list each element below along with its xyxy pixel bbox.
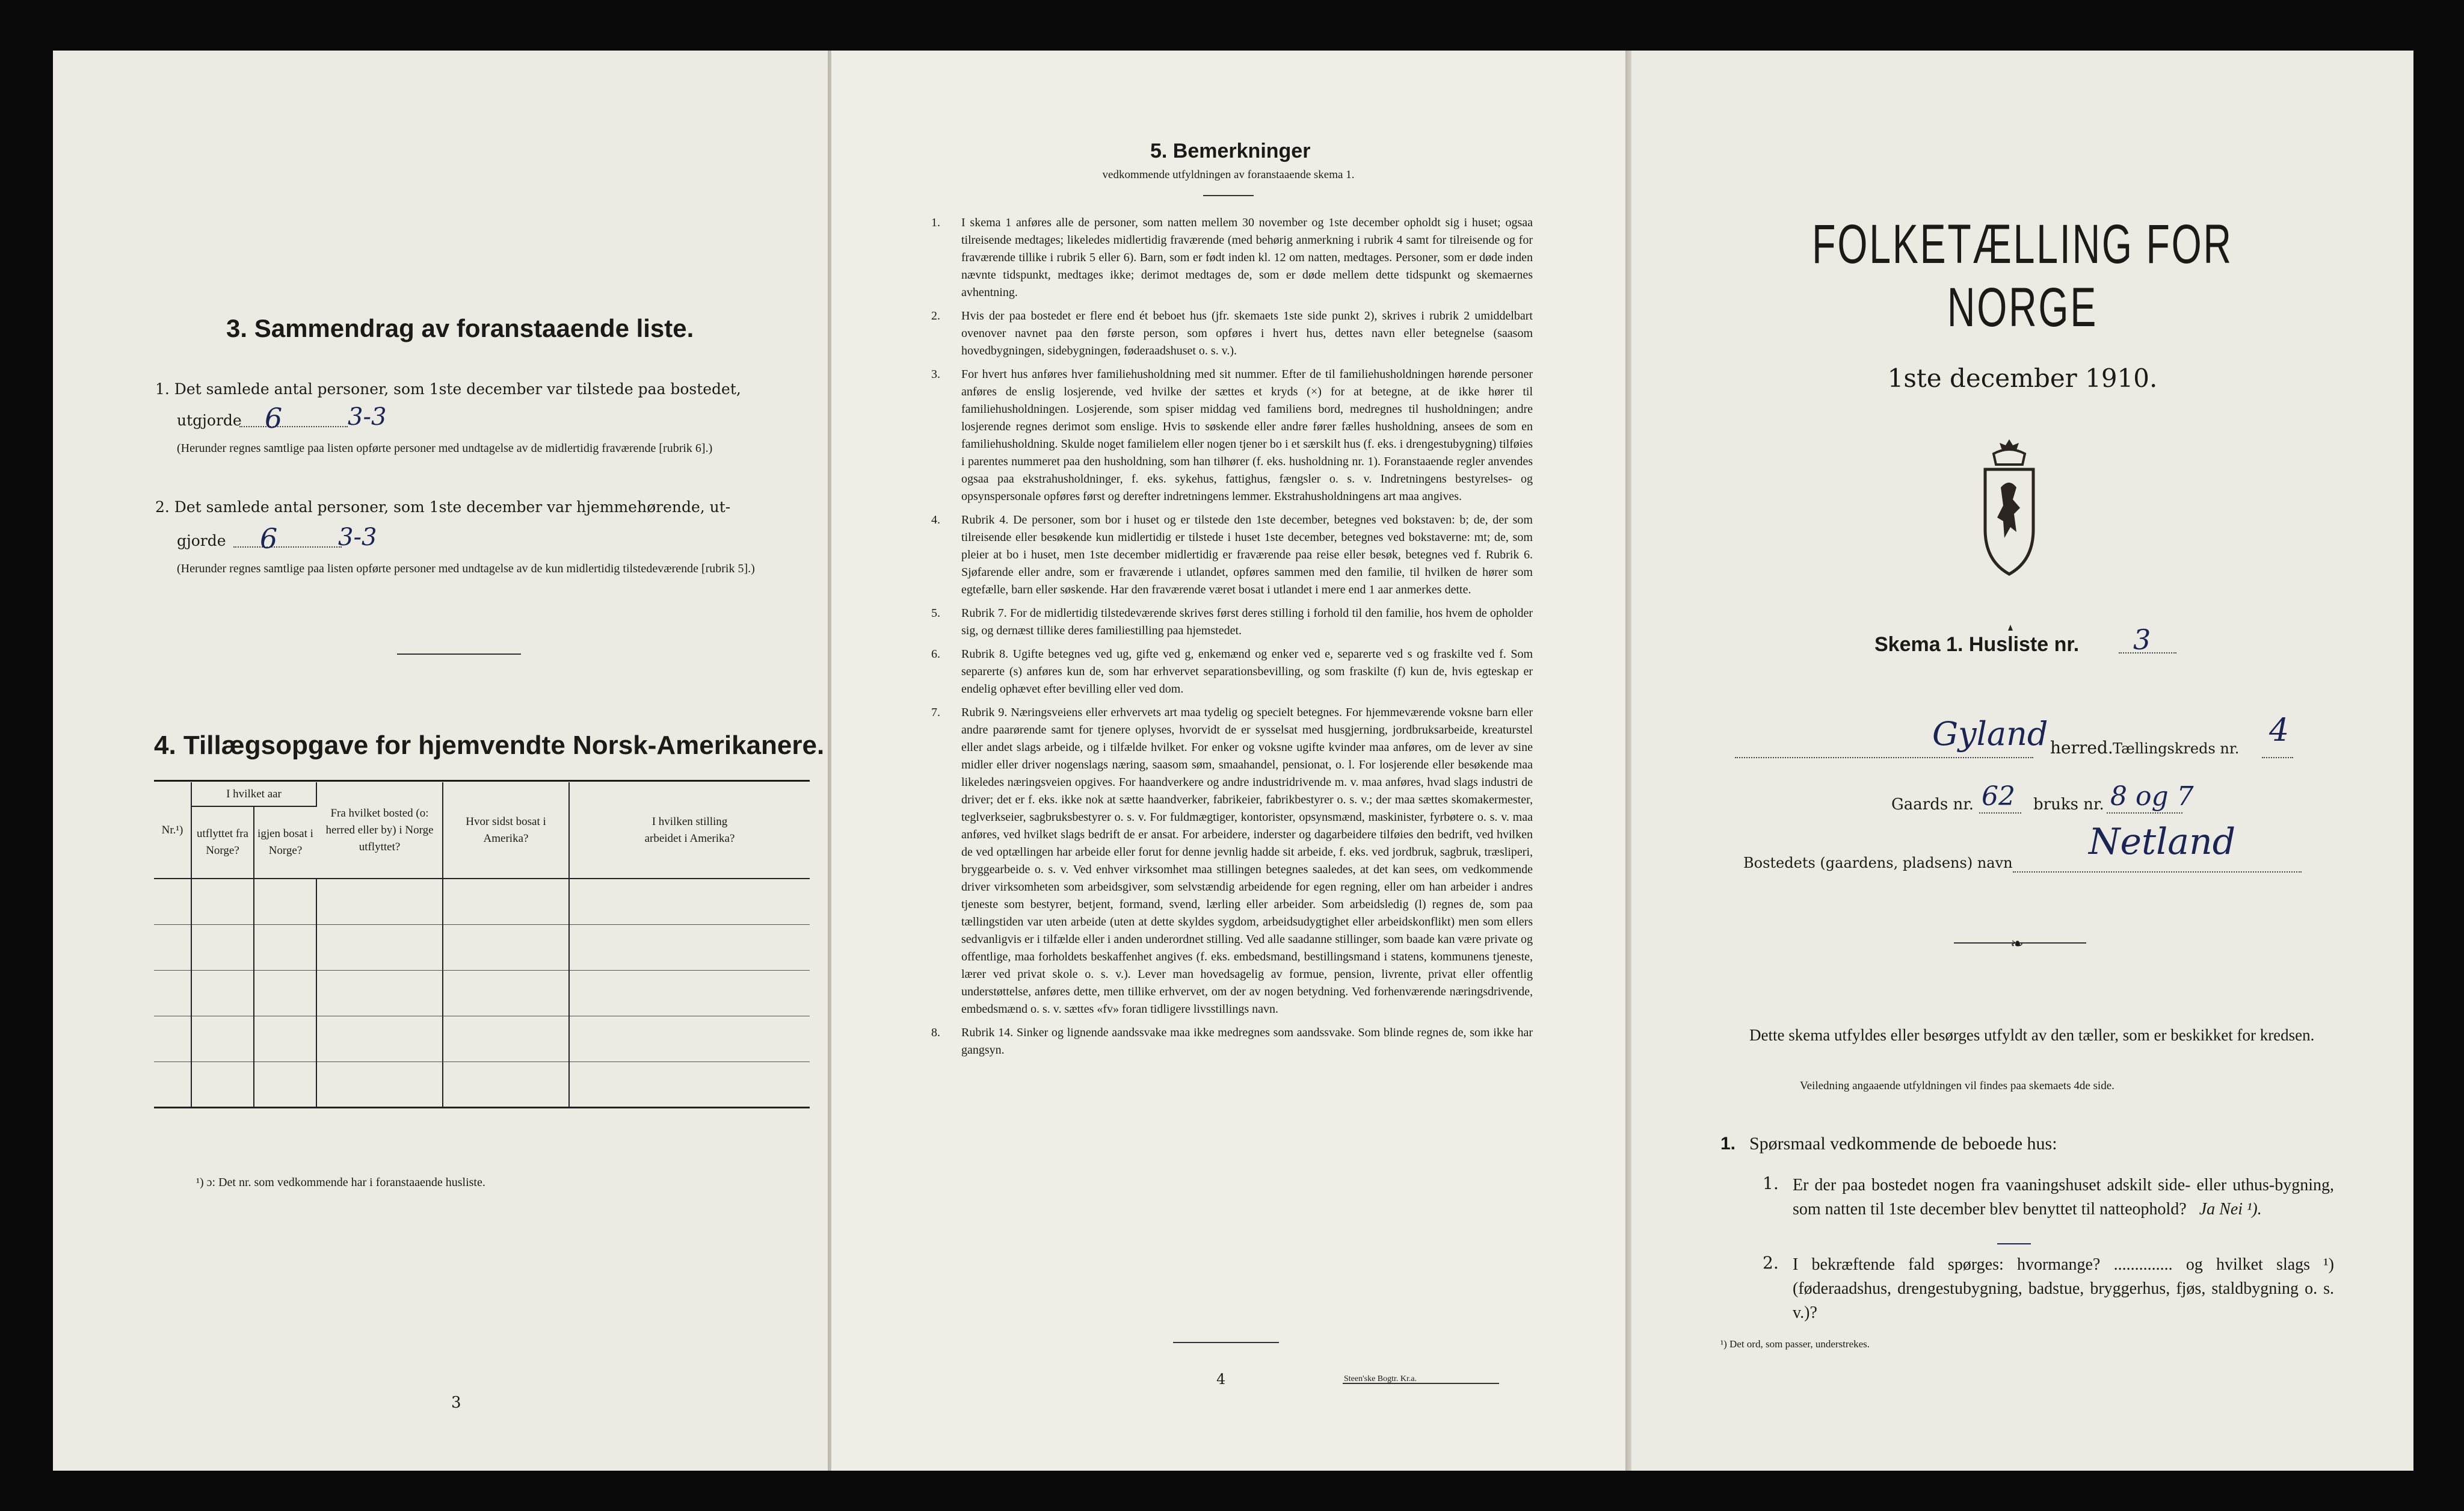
remark-text: Rubrik 8. Ugifte betegnes ved ug, gifte ved g, enkemænd og enker ved e, separerte ved s og fraskilte ved f. Som separerte (s) anføres kun de, som har erhvervet separationsbevilling, og som fraskilte (f) kun de, hvis egteskap er endelig ophævet efter bevilling eller ved dom.	[961, 647, 1533, 696]
q2-text: I bekræftende fald spørges: hvormange? .............. og hvilket slags ¹) (føderaadshus, drengestubygning, badstue, bryggerhus, fjøs, staldbygning o. s. v.)?	[1793, 1255, 2334, 1322]
remark-number: 4.	[931, 513, 940, 527]
table-footnote: ¹) ɔ: Det nr. som vedkommende har i foranstaaende husliste.	[196, 1176, 485, 1189]
table-row	[154, 1016, 810, 1061]
nei-underline	[1997, 1243, 2031, 1244]
col-year-group: I hvilket aar	[191, 782, 316, 806]
divider	[397, 654, 521, 655]
q1-note: (Herunder regnes samtlige paa listen opførte personer med undtagelse av de midlertidig fraværende [rubrik 6].)	[177, 442, 713, 455]
remark-item	[931, 1024, 1533, 1059]
left-page	[53, 51, 829, 1471]
q1-options: Ja Nei ¹).	[2199, 1200, 2262, 1219]
form-title: FOLKETÆLLING FOR NORGE	[1812, 214, 2233, 338]
table-top-rule	[154, 780, 810, 782]
ornament-icon: ❧	[2010, 935, 2024, 953]
norsk-amerikanere-table	[154, 782, 810, 1108]
skema-label: Skema 1. Husliste nr.	[1874, 633, 2080, 656]
form-date: 1ste december 1910.	[1887, 363, 2158, 393]
table-row	[154, 924, 810, 970]
remark-text: I skema 1 anføres alle de personer, som natten mellem 30 november og 1ste december opholdt sig i huset; ogsaa tilreisende medtages; likeledes midlertidig fraværende (med behørig anmerkning i rubrik 4 samt for tilreisende og for fraværende tillike i rubrik 5 eller 6). Barn, som er født inden kl. 12 om natten, medtages. Personer, som er døde inden nævnte tidspunkt, medtages ikke; derimot medtages de, som er døde mellem dette tidspunkt og skemaernes avhentning.	[961, 216, 1533, 299]
questions-num: 1.	[1720, 1134, 1736, 1154]
kreds-line	[2262, 757, 2293, 758]
q1-split: 3-3	[348, 403, 387, 431]
q1-prefix: utgjorde	[177, 412, 242, 429]
bosted-value: Netland	[2089, 821, 2236, 863]
q1-question: Er der paa bostedet nogen fra vaaningshuset adskilt side- eller uthus-bygning, som natten til 1ste december blev benyttet til natteophold?	[1793, 1176, 2334, 1219]
husliste-nr: 3	[2133, 623, 2151, 656]
bruk-line	[2107, 812, 2182, 814]
kreds-value: 4	[2269, 712, 2290, 749]
remark-item	[931, 307, 1533, 360]
remark-number: 5.	[931, 607, 940, 620]
col-back: igjen bosat i Norge?	[254, 806, 316, 879]
section-3-title: 3. Sammendrag av foranstaaende liste.	[226, 314, 694, 342]
page-number: 4	[1216, 1371, 1226, 1388]
bosted-line	[2013, 871, 2302, 873]
kreds-label: Tællingskreds nr.	[2113, 740, 2240, 757]
remark-item	[931, 704, 1533, 1018]
herred-line	[1735, 757, 2033, 758]
norwegian-coat-of-arms-icon	[1972, 436, 2047, 634]
divider	[1173, 1342, 1279, 1343]
divider	[1203, 195, 1254, 196]
bruk-label: bruks nr.	[2033, 796, 2104, 814]
middle-page	[831, 51, 1625, 1471]
col-out: utflyttet fra Norge?	[191, 806, 254, 879]
remark-text: Rubrik 4. De personer, som bor i huset og er tilstede den 1ste december, betegnes ved bokstaven: b; de, der som tilreisende eller besøkende kun midlertidig er tilstede i huset 1ste december, betegnes ved bokstaverne: mt; de, som pleier at bo i huset, men 1ste december midlertidig er fraværende paa reise eller besøk, betegnes ved f. Rubrik 6. Sjøfarende eller andre, som er fraværende i utlandet, opføres sammen med den familie, til hvilken de hører som egtefælle, barn eller søskende. Har den fraværende været bosat i utlandet i mere end 1 aar anmerkes dette.	[961, 513, 1533, 596]
remarks-list	[931, 214, 1533, 1065]
remark-number: 3.	[931, 368, 940, 381]
col-last: Hvor sidst bosat i Amerika?	[443, 782, 569, 879]
remark-item	[931, 511, 1533, 599]
section-4-title: 4. Tillægsopgave for hjemvendte Norsk-Amerikanere.	[154, 731, 825, 760]
questions-title: Spørsmaal vedkommende de beboede hus:	[1749, 1134, 2057, 1154]
bruk-value: 8 og 7	[2110, 781, 2194, 812]
remark-text: Hvis der paa bostedet er flere end ét beboet hus (jfr. skemaets 1ste side punkt 2), skrives i rubrik 2 umiddelbart ovenover navnet paa den første person, som opføres i hvert hus, dettes navn eller betegnelse (saasom hovedbygningen, sidebygningen, føderaadshuset o. s. v.).	[961, 309, 1533, 357]
herred-value: Gyland	[1932, 715, 2048, 753]
q2-value: 6	[260, 522, 278, 555]
q2-line	[233, 546, 342, 548]
remark-item	[931, 646, 1533, 698]
remark-number: 7.	[931, 706, 940, 719]
gaard-label: Gaards nr.	[1891, 796, 1974, 814]
q1-value: 6	[265, 402, 283, 434]
table-row	[154, 970, 810, 1016]
col-from: Fra hvilket bosted (o: herred eller by) i Norge utflyttet?	[316, 782, 443, 879]
printer-mark: Steen'ske Bogtr. Kr.a.	[1344, 1374, 1417, 1383]
remark-number: 8.	[931, 1026, 940, 1039]
q2-prefix: gjorde	[177, 532, 226, 549]
q1-text	[1793, 1173, 2334, 1222]
remarks-subtitle: vedkommende utfyldningen av foranstaaende skema 1.	[1102, 168, 1355, 181]
q2-text: 2. Det samlede antal personer, som 1ste december var hjemmehørende, ut-	[155, 498, 731, 516]
table-row	[154, 879, 810, 924]
q2-split: 3-3	[338, 524, 377, 551]
remark-text: Rubrik 14. Sinker og lignende aandssvake maa ikke medregnes som aandssvake. Som blinde regnes de, som ikke har gangsyn.	[961, 1026, 1533, 1057]
gaard-value: 62	[1982, 781, 2015, 812]
remark-item	[931, 214, 1533, 301]
q1-text: 1. Det samlede antal personer, som 1ste december var tilstede paa bostedet,	[155, 380, 741, 398]
q1-num: 1.	[1763, 1173, 1779, 1193]
remark-text: Rubrik 7. For de midlertidig tilstedeværende skrives først deres stilling i forhold til den familie, hos hvem de opholder sig, og dernæst tillike deres familiestilling paa hjemstedet.	[961, 607, 1533, 637]
remark-number: 6.	[931, 647, 940, 661]
remark-number: 2.	[931, 309, 940, 323]
guidance-note: Veiledning angaaende utfyldningen vil findes paa skemaets 4de side.	[1800, 1080, 2114, 1092]
remark-item	[931, 366, 1533, 505]
page-number: 3	[451, 1394, 461, 1412]
col-nr: Nr.¹)	[154, 782, 191, 879]
q2-num: 2.	[1763, 1253, 1779, 1273]
q1-line	[239, 426, 348, 427]
fill-instruction: Dette skema utfyldes eller besørges utfyldt av den tæller, som er beskikket for kredsen.	[1749, 1026, 2315, 1044]
remark-text: For hvert hus anføres hver familiehusholdning med sit nummer. Efter de til familiehusholdningen hørende personer anføres de enslig losjerende, ved hvilke der sættes et kryds (×) for at betegne, at de ikke hører til familiehusholdningen. Losjerende, som spiser middag ved familiens bord, medregnes til husholdningen; andre losjerende regnes derimot som enslige. Hvis to søskende eller andre fører fælles husholdning, ansees de som en familiehusholdning. Skulde noget familielem eller nogen tjener bo i et særskilt hus (f. eks. i drengestubygning) tilføies i parentes nummeret paa den husholdning, som han tilhører (f. eks. husholdning nr. 1). Foranstaaende regler anvendes ogsaa paa ekstrahusholdninger, f. eks. sykehus, fattighus, fængsler o. s. v. Indretningens bestyrelses- og opsynspersonale opføres først og derefter indretningens lemmer. Ekstrahusholdningens art maa angives.	[961, 368, 1533, 503]
remark-text: Rubrik 9. Næringsveiens eller erhvervets art maa tydelig og specielt betegnes. For hjemmeværende voksne barn eller andre paarørende samt for tjenere oplyses, hvorvidt de er sysselsat med husgjerning, jordbruksarbeide, kreaturstel eller andet slags arbeide, og i tilfælde hvilket. For enker og voksne ugifte kvinder maa anføres, om de lever av sine midler eller driver nogenslags næring, saasom søm, smaahandel, pensionat, o. l. For losjerende eller besøkende maa likeledes næringsveien opgives. For haandverkere og andre industridrivende m. v. maa anføres, hvad slags industri de driver; det er f. eks. ikke nok at sætte haandverker, fabrikeier, fabrikbestyrer o. s. v.; der maa sættes skomakermester, teglverkseier, sagbruksbestyrer o. s. v. For fuldmægtiger, kontorister, opsynsmænd, maskinister, fyrbøtere o. s. v. maa anføres, ved hvilket slags bedrift de er ansat. For arbeidere, inderster og dagarbeidere tilføies den bedrift, ved hvilken de ved optællingen har arbeide eller forut for denne jevnlig hadde sit arbeide, f. eks. ved jordbruk, sagbruk, træsliperi, bryggearbeide o. s. v. Ved enhver virksomhet maa stillingen betegnes saaledes, at det kan sees, om vedkommende driver virksomheten som arbeidsgiver, som selvstændig arbeidende for egen regning, eller om han arbeider i andres tjeneste som bestyrer, betjent, formand, svend, lærling eller arbeider. Som arbeidsledig (l) regnes de, som paa tællingstiden var uten arbeide (uten at dette skyldes sygdom, arbeidsudygtighet eller arbeidskonflikt) men som ellers sedvanligvis er i tilfælde eller i anden underordnet stilling. Ved alle saadanne stillinger, som baade kan være private og offentlige, maa forholdets beskaffenhet angives (f. eks. embedsmand, bestillingsmand i statens, kommunens tjeneste, lærer ved privat skole o. s. v.). Lever man hovedsagelig av formue, pension, livrente, privat eller offentlig understøttelse, anføres dette, men tillike erhvervet, om der av nogen betydning. Ved forhenværende næringsdrivende, embedsmænd o. s. v. sættes «fv» foran tidligere livsstillings navn.	[961, 706, 1533, 1016]
remark-item	[931, 605, 1533, 640]
right-page	[1631, 51, 2413, 1471]
table-row	[154, 1061, 810, 1107]
right-footnote: ¹) Det ord, som passer, understrekes.	[1720, 1338, 1870, 1350]
q2-note: (Herunder regnes samtlige paa listen opførte personer med undtagelse av de kun midlertidig tilstedeværende [rubrik 5].)	[177, 562, 755, 575]
col-job: I hvilken stilling arbeidet i Amerika?	[569, 782, 810, 879]
remarks-title: 5. Bemerkninger	[1150, 140, 1311, 162]
herred-label: herred.	[2050, 738, 2113, 758]
gaard-line	[1979, 812, 2021, 814]
bosted-label: Bostedets (gaardens, pladsens) navn	[1743, 854, 2013, 871]
remark-number: 1.	[931, 216, 940, 229]
